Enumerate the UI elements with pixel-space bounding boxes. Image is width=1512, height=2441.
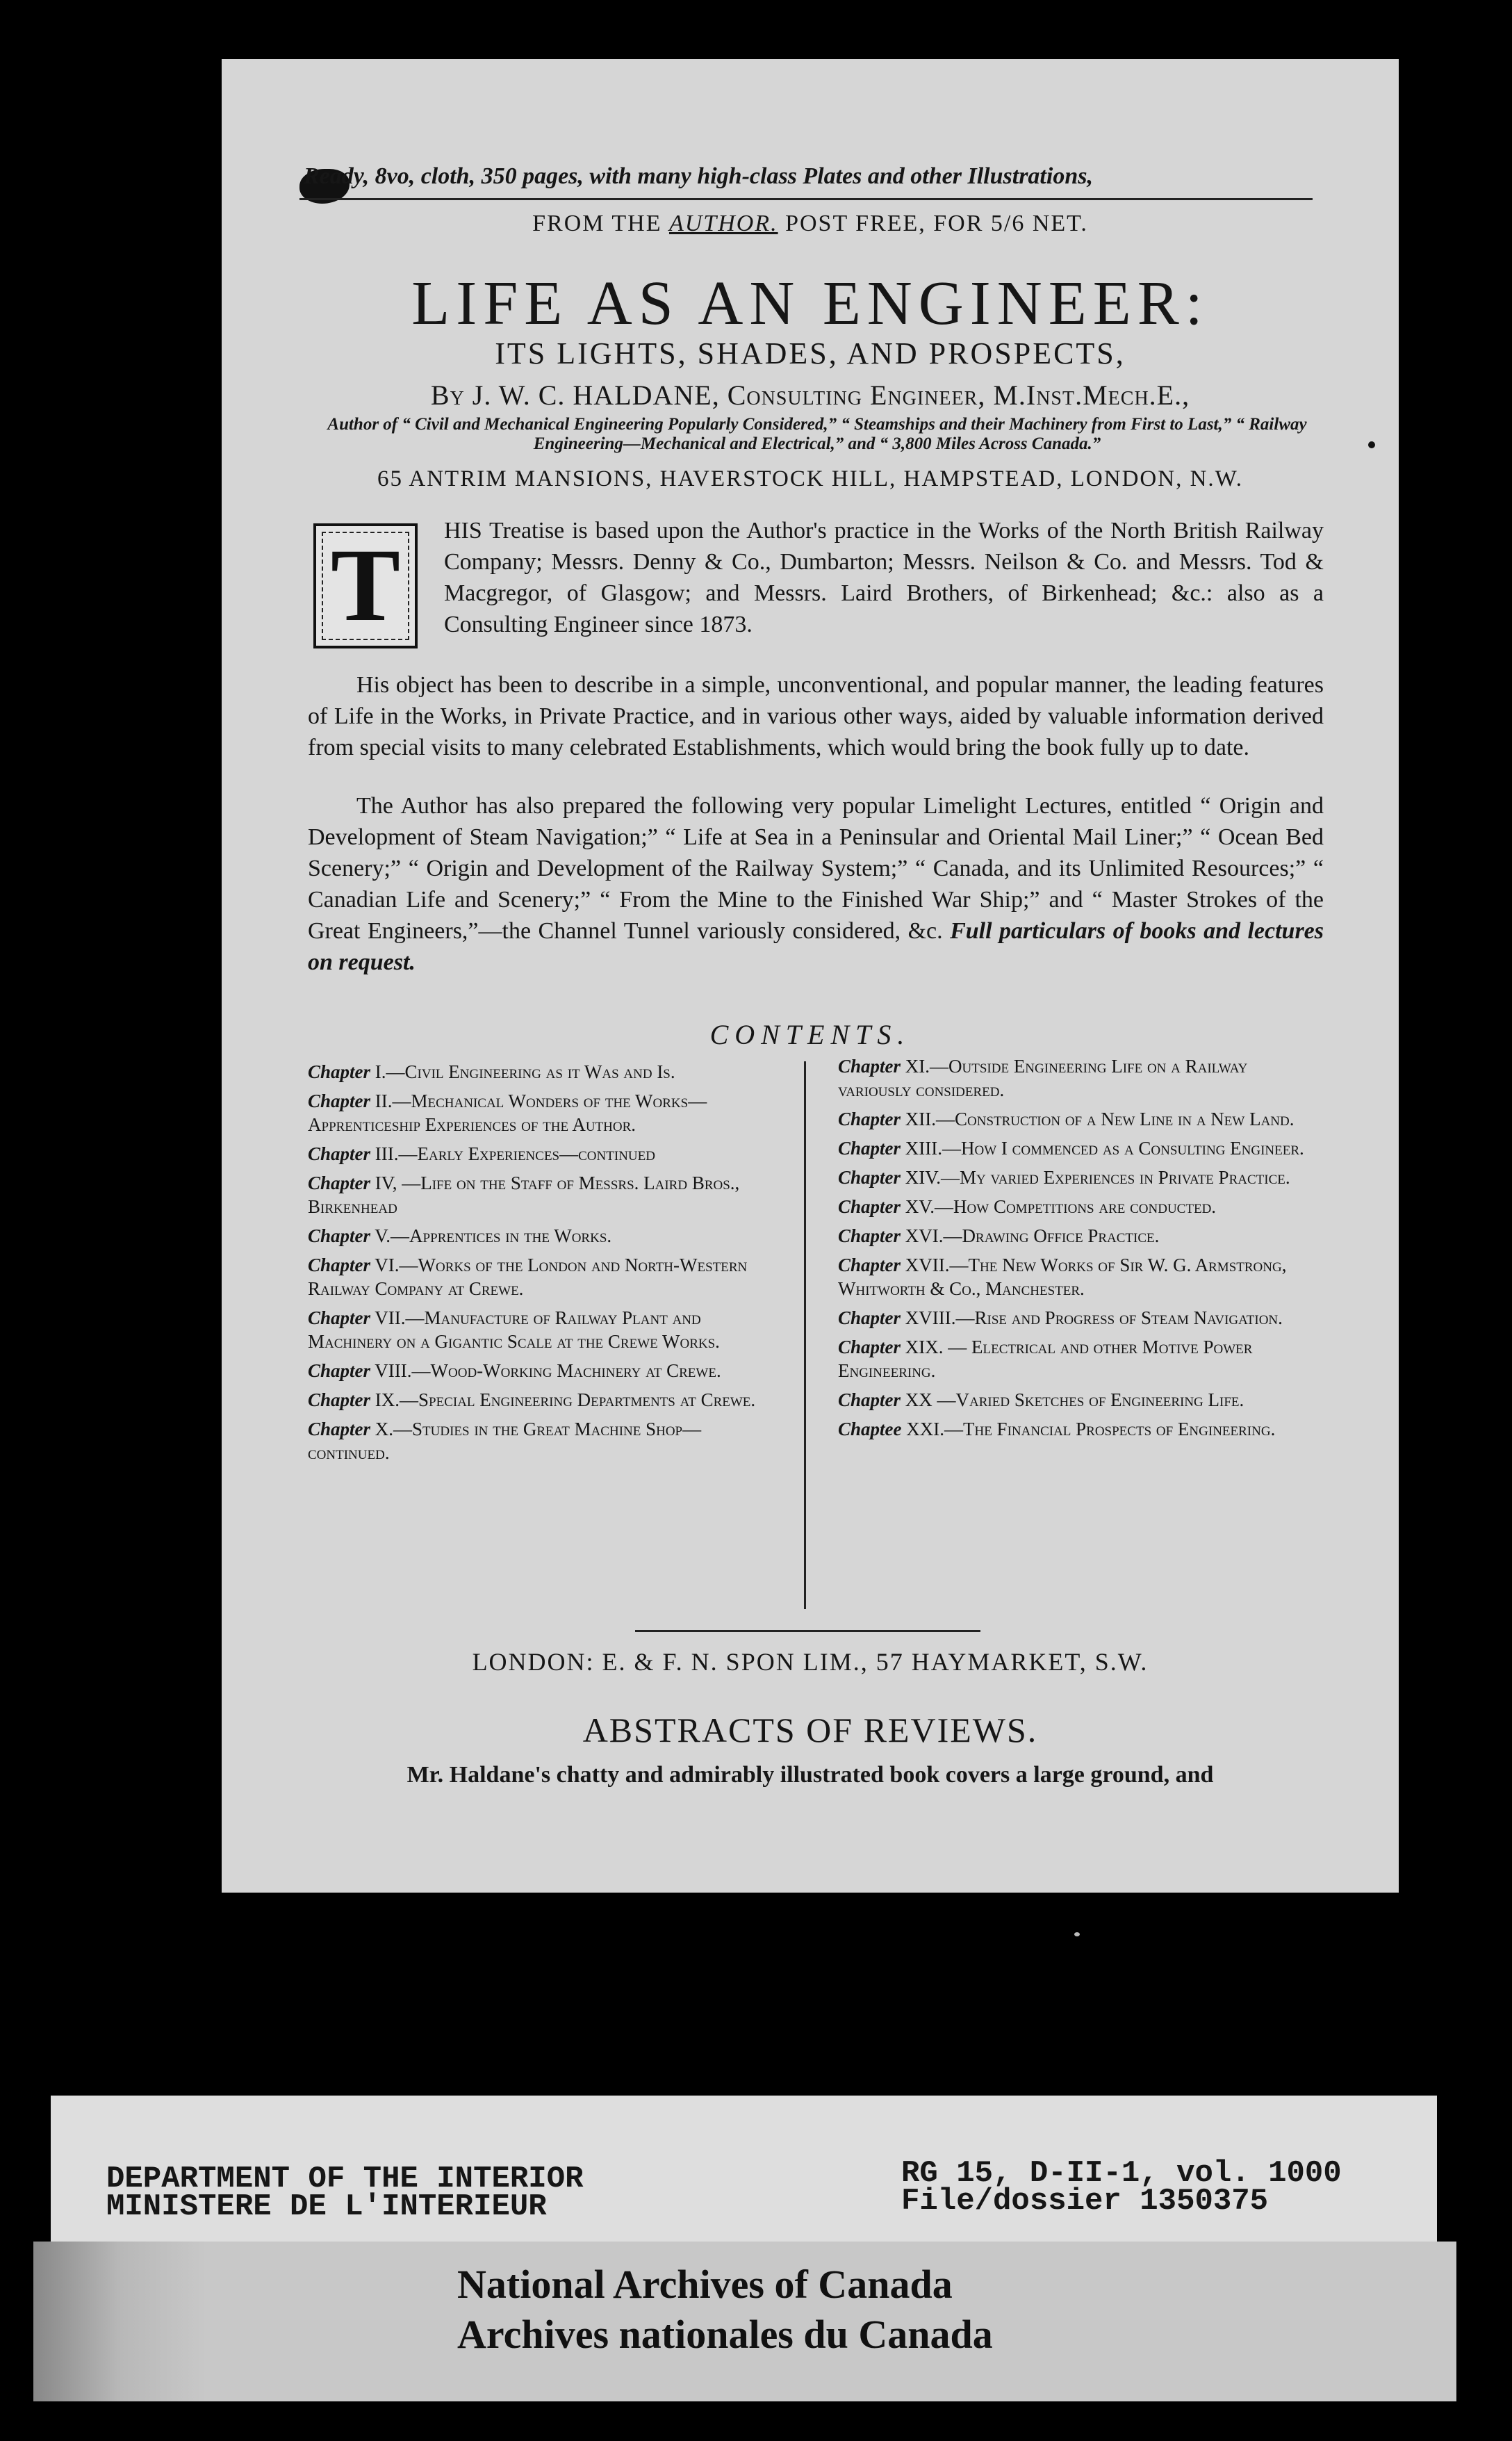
archive-name-en: National Archives of Canada (457, 2262, 953, 2307)
chapter-title: IV, —Life on the Staff of Messrs. Laird Bros., Birkenhead (308, 1173, 740, 1217)
chapter-title: II.—Mechanical Wonders of the Works—Apprenticeship Experiences of the Author. (308, 1091, 707, 1135)
chapter-label: Chapter (838, 1196, 901, 1217)
contents-entry (308, 1171, 780, 1218)
file-number: File/dossier 1350375 (901, 2184, 1269, 2219)
department-label (106, 2162, 584, 2224)
author-address: 65 ANTRIM MANSIONS, HAVERSTOCK HILL, HAMPSTEAD, LONDON, N.W. (377, 466, 1244, 491)
chapter-label: Chapter (308, 1255, 371, 1275)
price-line (222, 211, 1399, 237)
publisher-rule (635, 1630, 980, 1632)
department-en: DEPARTMENT OF THE INTERIOR (106, 2162, 584, 2196)
lectures-note: Full particulars of books and lectures on request. (308, 918, 1324, 975)
chapter-title: X.—Studies in the Great Machine Shop—continued. (308, 1419, 702, 1463)
file-reference (901, 2156, 1342, 2219)
chapter-label: Chapter (838, 1255, 901, 1275)
chapter-title: XIX. — Electrical and other Motive Power Engineering. (838, 1337, 1253, 1381)
chapter-label: Chapter (838, 1109, 901, 1129)
contents-entry (308, 1142, 780, 1166)
contents-entry (308, 1224, 780, 1248)
paragraph-object: His object has been to describe in a simple, unconventional, and popular manner, the leading features of Life in the Works, in Private Practice, and in various other ways, aided by valuable information derived from special visits to many celebrated Establishments, which would bring the book fully up to date. (308, 672, 1324, 760)
chapter-label: Chapter (308, 1307, 371, 1328)
contents-entry (838, 1166, 1324, 1189)
contents-entry (308, 1089, 780, 1136)
chapter-label: Chapter (838, 1056, 901, 1077)
strip-edge (33, 2242, 207, 2401)
chapter-title: XI.—Outside Engineering Life on a Railway variously considered. (838, 1056, 1248, 1100)
contents-entry (838, 1253, 1324, 1300)
chapter-title: V.—Apprentices in the Works. (370, 1225, 612, 1246)
chapter-label: Chapter (308, 1143, 371, 1164)
book-subtitle: ITS LIGHTS, SHADES, AND PROSPECTS, (495, 336, 1126, 370)
contents-entry (838, 1388, 1324, 1412)
contents-entry (838, 1335, 1324, 1382)
archive-label-strip (33, 2242, 1456, 2401)
contents-entry (838, 1107, 1324, 1131)
chapter-title: XIV.—My varied Experiences in Private Practice. (901, 1167, 1290, 1188)
chapter-title: I.—Civil Engineering as it Was and Is. (370, 1061, 675, 1082)
contents-right-column (838, 1054, 1324, 1446)
chapter-title: VIII.—Wood-Working Machinery at Crewe. (370, 1360, 721, 1381)
chapter-label: Chapter (308, 1091, 371, 1111)
ornamental-drop-cap (313, 523, 418, 648)
byline: By J. W. C. HALDANE, Consulting Engineer, M.Inst.Mech.E., (430, 379, 1190, 411)
department-fr: MINISTERE DE L'INTERIEUR (106, 2189, 547, 2224)
price-line-prefix: FROM THE (532, 211, 669, 236)
chapter-label: Chapter (838, 1138, 901, 1159)
chapter-label: Chapter (308, 1061, 371, 1082)
price-line-suffix: POST FREE, FOR 5/6 NET. (778, 211, 1088, 236)
archive-reference-strip (51, 2096, 1437, 2242)
chapter-title: XVIII.—Rise and Progress of Steam Navigation. (901, 1307, 1283, 1328)
chapter-label: Chaptee (838, 1419, 902, 1439)
ready-line: Ready, 8vo, cloth, 350 pages, with many high-class Plates and other Illustrations, (304, 163, 1093, 189)
chapter-title: XVI.—Drawing Office Practice. (901, 1225, 1160, 1246)
chapter-label: Chapter (838, 1307, 901, 1328)
archive-name-fr: Archives nationales du Canada (457, 2312, 993, 2357)
record-group: RG 15, D-II-1, vol. 1000 (901, 2156, 1342, 2191)
chapter-label: Chapter (308, 1360, 371, 1381)
chapter-title: XX —Varied Sketches of Engineering Life. (901, 1389, 1244, 1410)
chapter-label: Chapter (308, 1419, 371, 1439)
review-line: Mr. Haldane's chatty and admirably illustrated book covers a large ground, and (406, 1762, 1214, 1788)
contents-entry (838, 1306, 1324, 1330)
chapter-label: Chapter (838, 1225, 901, 1246)
price-line-author: AUTHOR. (668, 211, 778, 236)
paragraph-treatise: HIS Treatise is based upon the Author's practice in the Works of the North British Railway Company; Messrs. Denny & Co., Dumbarton; Messrs. Neilson & Co. and Messrs. Tod & Macgregor, of Glasgow; and Messrs. Laird Brothers, of Birkenhead; &c.: also as a Consulting Engineer since 1873. (444, 518, 1324, 637)
chapter-title: XXI.—The Financial Prospects of Engineering. (901, 1419, 1276, 1439)
contents-divider (804, 1061, 806, 1609)
chapter-title: XV.—How Competitions are conducted. (901, 1196, 1217, 1217)
contents-left-column (308, 1060, 780, 1470)
lectures-text: The Author has also prepared the following very popular Limelight Lectures, entitled “ Origin and Development of Steam Navigation;” “ Life at Sea in a Peninsular and Oriental Mail Liner;” “ Ocean Bed Scenery;” “ Origin and Development of the Railway System;” “ Canada, and its Unlimited Resources;” “ Canadian Life and Scenery;” “ From the Mine to the Finished War Ship;” and “ Master Strokes of the Great Engineers,”—the Channel Tunnel variously considered, &c. (308, 793, 1324, 944)
contents-entry (308, 1359, 780, 1382)
chapter-title: XII.—Construction of a New Line in a New Land. (901, 1109, 1295, 1129)
chapter-label: Chapter (308, 1173, 371, 1193)
contents-entry (308, 1306, 780, 1353)
contents-entry (838, 1224, 1324, 1248)
document-page (222, 59, 1399, 1893)
contents-entry (308, 1253, 780, 1300)
contents-entry (838, 1417, 1324, 1441)
contents-entry (838, 1195, 1324, 1218)
contents-heading: CONTENTS. (709, 1019, 911, 1050)
abstracts-heading: ABSTRACTS OF REVIEWS. (582, 1711, 1038, 1749)
chapter-title: IX.—Special Engineering Departments at Crewe. (370, 1389, 756, 1410)
stray-speck (1074, 1932, 1080, 1936)
contents-entry (838, 1136, 1324, 1160)
chapter-title: III.—Early Experiences—continued (370, 1143, 655, 1164)
book-title: LIFE AS AN ENGINEER: (411, 269, 1209, 338)
chapter-label: Chapter (838, 1337, 901, 1357)
chapter-label: Chapter (308, 1225, 371, 1246)
stray-dot (1368, 441, 1375, 448)
contents-entry (838, 1054, 1324, 1102)
contents-entry (308, 1060, 780, 1084)
header-rule (299, 198, 1313, 200)
chapter-label: Chapter (838, 1167, 901, 1188)
chapter-title: VI.—Works of the London and North-Western Railway Company at Crewe. (308, 1255, 748, 1299)
paragraph-lectures (308, 790, 1324, 978)
chapter-title: XVII.—The New Works of Sir W. G. Armstrong, Whitworth & Co., Manchester. (838, 1255, 1287, 1299)
chapter-label: Chapter (308, 1389, 371, 1410)
drop-cap-letter: T (330, 528, 401, 643)
contents-entry (308, 1417, 780, 1464)
chapter-title: XIII.—How I commenced as a Consulting Engineer. (901, 1138, 1304, 1159)
author-of-note: Author of “ Civil and Mechanical Engineering Popularly Considered,” “ Steamships and their Machinery from First to Last,” “ Railway Engineering—Mechanical and Electrical,” and “ 3,800 Miles Across Canada.” (327, 415, 1307, 453)
contents-entry (308, 1388, 780, 1412)
publisher-line: LONDON: E. & F. N. SPON LIM., 57 HAYMARKET, S.W. (472, 1648, 1149, 1676)
chapter-label: Chapter (838, 1389, 901, 1410)
chapter-title: VII.—Manufacture of Railway Plant and Machinery on a Gigantic Scale at the Crewe Works. (308, 1307, 720, 1352)
